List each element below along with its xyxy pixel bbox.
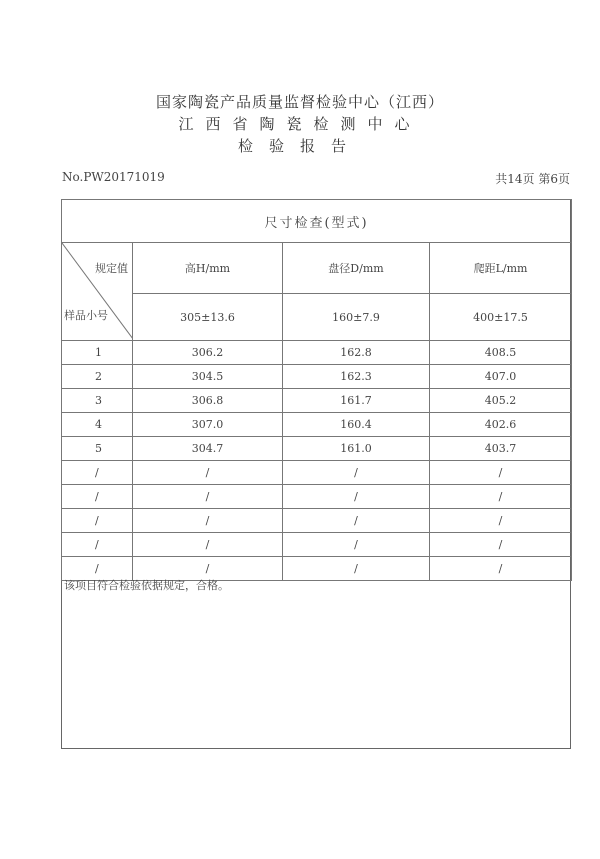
measurement-cell: / [283,485,430,509]
table-row [62,413,572,437]
table-row [62,509,572,533]
sample-number-cell: / [62,461,133,485]
org-name: 国家陶瓷产品质量监督检验中心（江西） [155,93,444,111]
measurement-cell: 402.6 [430,413,572,437]
column-header-diameter: 盘径D/mm [283,243,430,294]
measurement-cell: 407.0 [430,365,572,389]
page-info: 共14页 第6页 [495,172,570,186]
sample-number-cell: 1 [62,341,133,365]
sample-label: 样品小号 [64,309,108,322]
measurement-cell: / [133,557,283,581]
report-header [0,92,600,156]
table-row [62,533,572,557]
measurement-cell: 304.5 [133,365,283,389]
table-title: 尺寸检查(型式) [62,200,572,243]
conclusion-text: 该项目符合检验依据规定，合格。 [64,579,229,592]
table-row [62,437,572,461]
table-row [62,485,572,509]
spec-value-creepage: 400±17.5 [430,294,572,341]
measurement-cell: / [283,533,430,557]
sample-number-cell: 3 [62,389,133,413]
diagonal-header-cell [62,243,133,341]
report-title: 检验报告 [237,137,362,155]
column-header-creepage: 爬距L/mm [430,243,572,294]
measurement-cell: / [133,509,283,533]
spec-label: 规定值 [95,262,128,275]
measurement-cell: 306.2 [133,341,283,365]
measurement-cell: 162.3 [283,365,430,389]
measurement-cell: 161.7 [283,389,430,413]
dimension-table [61,199,572,581]
diagonal-line [62,243,133,339]
sample-number-cell: 4 [62,413,133,437]
table-row [62,341,572,365]
sample-number-cell: 5 [62,437,133,461]
measurement-cell: / [430,461,572,485]
measurement-cell: / [133,485,283,509]
sample-number-cell: / [62,485,133,509]
sample-number-cell: / [62,557,133,581]
measurement-cell: 160.4 [283,413,430,437]
sample-number-cell: 2 [62,365,133,389]
measurement-cell: / [430,509,572,533]
sample-number-cell: / [62,509,133,533]
measurement-cell: / [283,557,430,581]
sample-number-cell: / [62,533,133,557]
measurement-cell: / [133,533,283,557]
report-number: No.PW20171019 [62,170,165,184]
measurement-cell: / [430,533,572,557]
measurement-cell: / [283,509,430,533]
data-rows [62,341,572,581]
measurement-cell: 304.7 [133,437,283,461]
measurement-cell: 307.0 [133,413,283,437]
measurement-cell: 306.8 [133,389,283,413]
table-row [62,365,572,389]
measurement-cell: / [430,557,572,581]
measurement-cell: / [283,461,430,485]
measurement-cell: 408.5 [430,341,572,365]
measurement-cell: / [430,485,572,509]
center-name: 江西省陶瓷检测中心 [178,115,422,133]
spec-value-height: 305±13.6 [133,294,283,341]
measurement-cell: 161.0 [283,437,430,461]
measurement-cell: 405.2 [430,389,572,413]
table-row [62,389,572,413]
measurement-cell: / [133,461,283,485]
spec-value-diameter: 160±7.9 [283,294,430,341]
measurement-cell: 403.7 [430,437,572,461]
measurement-cell: 162.8 [283,341,430,365]
table-row [62,461,572,485]
column-header-height: 高H/mm [133,243,283,294]
